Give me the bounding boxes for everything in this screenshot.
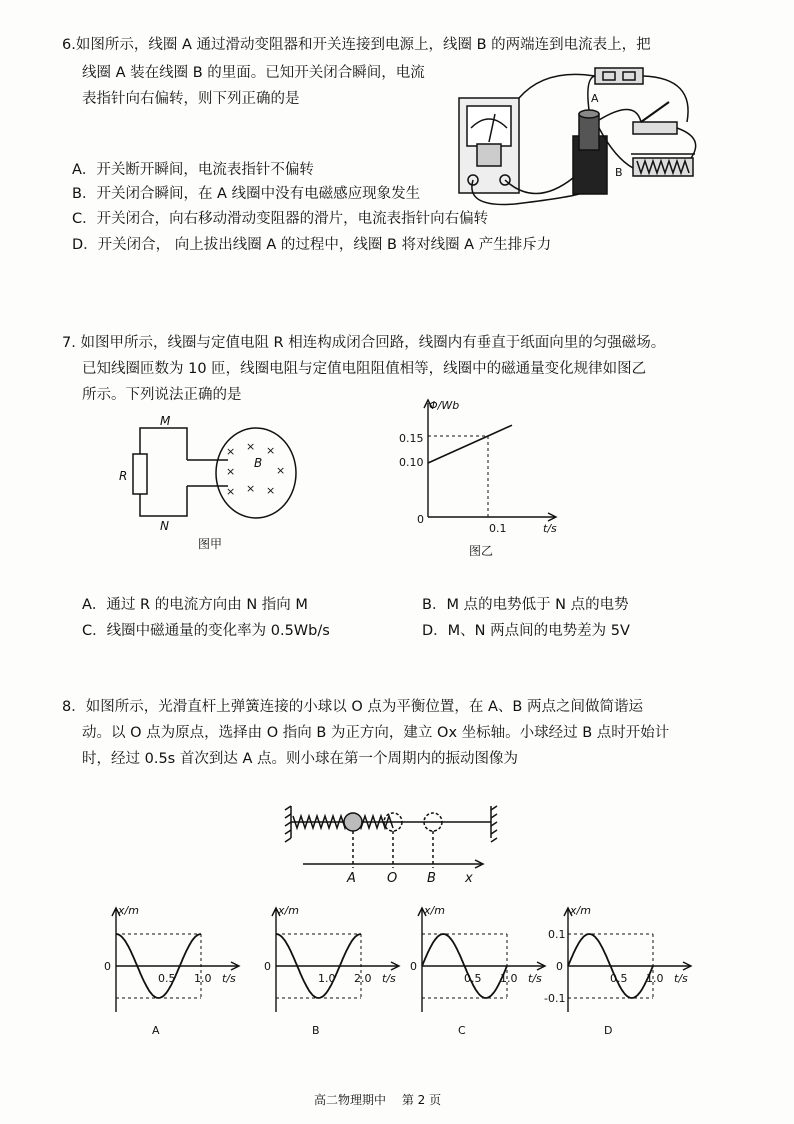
svg-text:×: × bbox=[246, 482, 256, 495]
tick-label-01: 0.1 bbox=[489, 522, 507, 535]
coil-b-label: B bbox=[615, 166, 623, 179]
figure-a-caption: 图甲 bbox=[198, 537, 223, 551]
q7-option-a: A．通过 R 的电流方向由 N 指向 M bbox=[82, 597, 308, 613]
origin-label: 0 bbox=[417, 513, 424, 526]
graph-option-2 bbox=[402, 900, 552, 1040]
svg-text:×: × bbox=[226, 465, 236, 478]
q6-option-c: C．开关闭合，向右移动滑动变阻器的滑片，电流表指针向右偏转 bbox=[72, 211, 489, 227]
battery-icon bbox=[595, 68, 643, 84]
q6-stem-line1: 6.如图所示，线圈 A 通过滑动变阻器和开关连接到电源上，线圈 B 的两端连到电流表上，把 bbox=[62, 37, 651, 53]
svg-text:×: × bbox=[226, 445, 236, 458]
q8-stem-line2: 动。以 O 点为原点，选择由 O 指向 B 为正方向，建立 Ox 坐标轴。小球经过 B 点时开始计 bbox=[82, 725, 670, 741]
label-x: x bbox=[465, 871, 473, 886]
label-b: B bbox=[427, 871, 436, 886]
graph-caption: D bbox=[604, 1024, 613, 1037]
graph-tick-2: 2.0 bbox=[354, 972, 372, 985]
svg-text:×: × bbox=[246, 440, 256, 453]
svg-text:×: × bbox=[266, 484, 276, 497]
graph-ylabel: x/m bbox=[424, 904, 445, 917]
graph-option-0 bbox=[96, 900, 246, 1040]
q8-stem-line3: 时，经过 0.5s 首次到达 A 点。则小球在第一个周期内的振动图像为 bbox=[82, 751, 518, 767]
q7-option-d: D．M、N 两点间的电势差为 5V bbox=[422, 623, 630, 639]
label-o: O bbox=[387, 871, 398, 886]
q7-option-b: B．M 点的电势低于 N 点的电势 bbox=[422, 597, 629, 613]
q7-stem-line2: 已知线圈匝数为 10 匝，线圈电阻与定值电阻阻值相等，线圈中的磁通量变化规律如图乙 bbox=[82, 361, 647, 377]
resistor-icon bbox=[133, 454, 147, 494]
q7-option-c: C．线圈中磁通量的变化率为 0.5Wb/s bbox=[82, 623, 330, 639]
graph-tick-1: 0.5 bbox=[610, 972, 628, 985]
graph-ylabel: x/m bbox=[278, 904, 299, 917]
graph-caption: A bbox=[152, 1024, 160, 1037]
graph-option-3 bbox=[544, 900, 698, 1040]
graph-tick-1: 1.0 bbox=[318, 972, 336, 985]
graph-origin: 0 bbox=[264, 960, 271, 973]
q7-stem-line1: 7. 如图甲所示，线圈与定值电阻 R 相连构成闭合回路，线圈内有垂直于纸面向里的匀强磁场。 bbox=[62, 335, 666, 351]
q7-circuit-figure bbox=[110, 410, 310, 555]
graph-caption: C bbox=[458, 1024, 466, 1037]
q6-option-a: A．开关断开瞬间，电流表指针不偏转 bbox=[72, 162, 314, 178]
label-a: A bbox=[347, 871, 356, 886]
q6-option-b: B．开关闭合瞬间，在 A 线圈中没有电磁感应现象发生 bbox=[72, 186, 421, 202]
ball-icon bbox=[344, 813, 362, 831]
q6-option-d: D．开关闭合， 向上拔出线圈 A 的过程中，线圈 B 将对线圈 A 产生排斥力 bbox=[72, 237, 552, 253]
coil-a-icon bbox=[579, 114, 599, 150]
point-m-label: M bbox=[160, 414, 171, 428]
graph-xlabel: t/s bbox=[222, 972, 236, 985]
svg-text:×: × bbox=[276, 464, 286, 477]
q8-stem-line1: 8．如图所示，光滑直杆上弹簧连接的小球以 O 点为平衡位置，在 A、B 两点之间做简谐运 bbox=[62, 699, 643, 715]
graph-tick-1: 0.5 bbox=[464, 972, 482, 985]
graph-ylabel: x/m bbox=[570, 904, 591, 917]
graph-ylabel: x/m bbox=[118, 904, 139, 917]
graph-option-1 bbox=[256, 900, 406, 1040]
q7-stem-line3: 所示。下列说法正确的是 bbox=[82, 387, 242, 403]
graph-origin: 0 bbox=[104, 960, 111, 973]
graph-origin: 0 bbox=[410, 960, 417, 973]
tick-label-010: 0.10 bbox=[399, 456, 424, 469]
q8-spring-diagram bbox=[285, 798, 505, 888]
graph-ymax: 0.1 bbox=[548, 928, 566, 941]
point-n-label: N bbox=[160, 519, 169, 533]
graph-tick-1: 0.5 bbox=[158, 972, 176, 985]
q6-stem-line3: 表指针向右偏转，则下列正确的是 bbox=[82, 91, 300, 107]
coil-a-label: A bbox=[591, 92, 599, 105]
switch-icon bbox=[633, 122, 677, 134]
graph-origin: 0 bbox=[556, 960, 563, 973]
flux-axis-label: Φ/Wb bbox=[429, 399, 460, 412]
graph-tick-2: 1.0 bbox=[194, 972, 212, 985]
q6-stem-line2: 线圈 A 装在线圈 B 的里面。已知开关闭合瞬间，电流 bbox=[82, 65, 425, 81]
svg-text:×: × bbox=[266, 444, 276, 457]
graph-ymin: -0.1 bbox=[544, 992, 566, 1005]
page-footer: 高二物理期中 第 2 页 bbox=[314, 1093, 442, 1107]
time-axis-label: t/s bbox=[543, 522, 557, 535]
q6-apparatus-figure bbox=[455, 58, 715, 208]
figure-b-caption: 图乙 bbox=[469, 544, 494, 558]
field-label: B bbox=[254, 456, 263, 470]
flux-line bbox=[428, 425, 512, 463]
resistor-label: R bbox=[119, 469, 128, 483]
graph-tick-2: 1.0 bbox=[646, 972, 664, 985]
graph-xlabel: t/s bbox=[674, 972, 688, 985]
svg-text:×: × bbox=[226, 485, 236, 498]
q7-flux-graph bbox=[395, 395, 575, 560]
graph-caption: B bbox=[312, 1024, 320, 1037]
graph-tick-2: 1.0 bbox=[500, 972, 518, 985]
graph-xlabel: t/s bbox=[528, 972, 542, 985]
tick-label-015: 0.15 bbox=[399, 432, 424, 445]
graph-xlabel: t/s bbox=[382, 972, 396, 985]
